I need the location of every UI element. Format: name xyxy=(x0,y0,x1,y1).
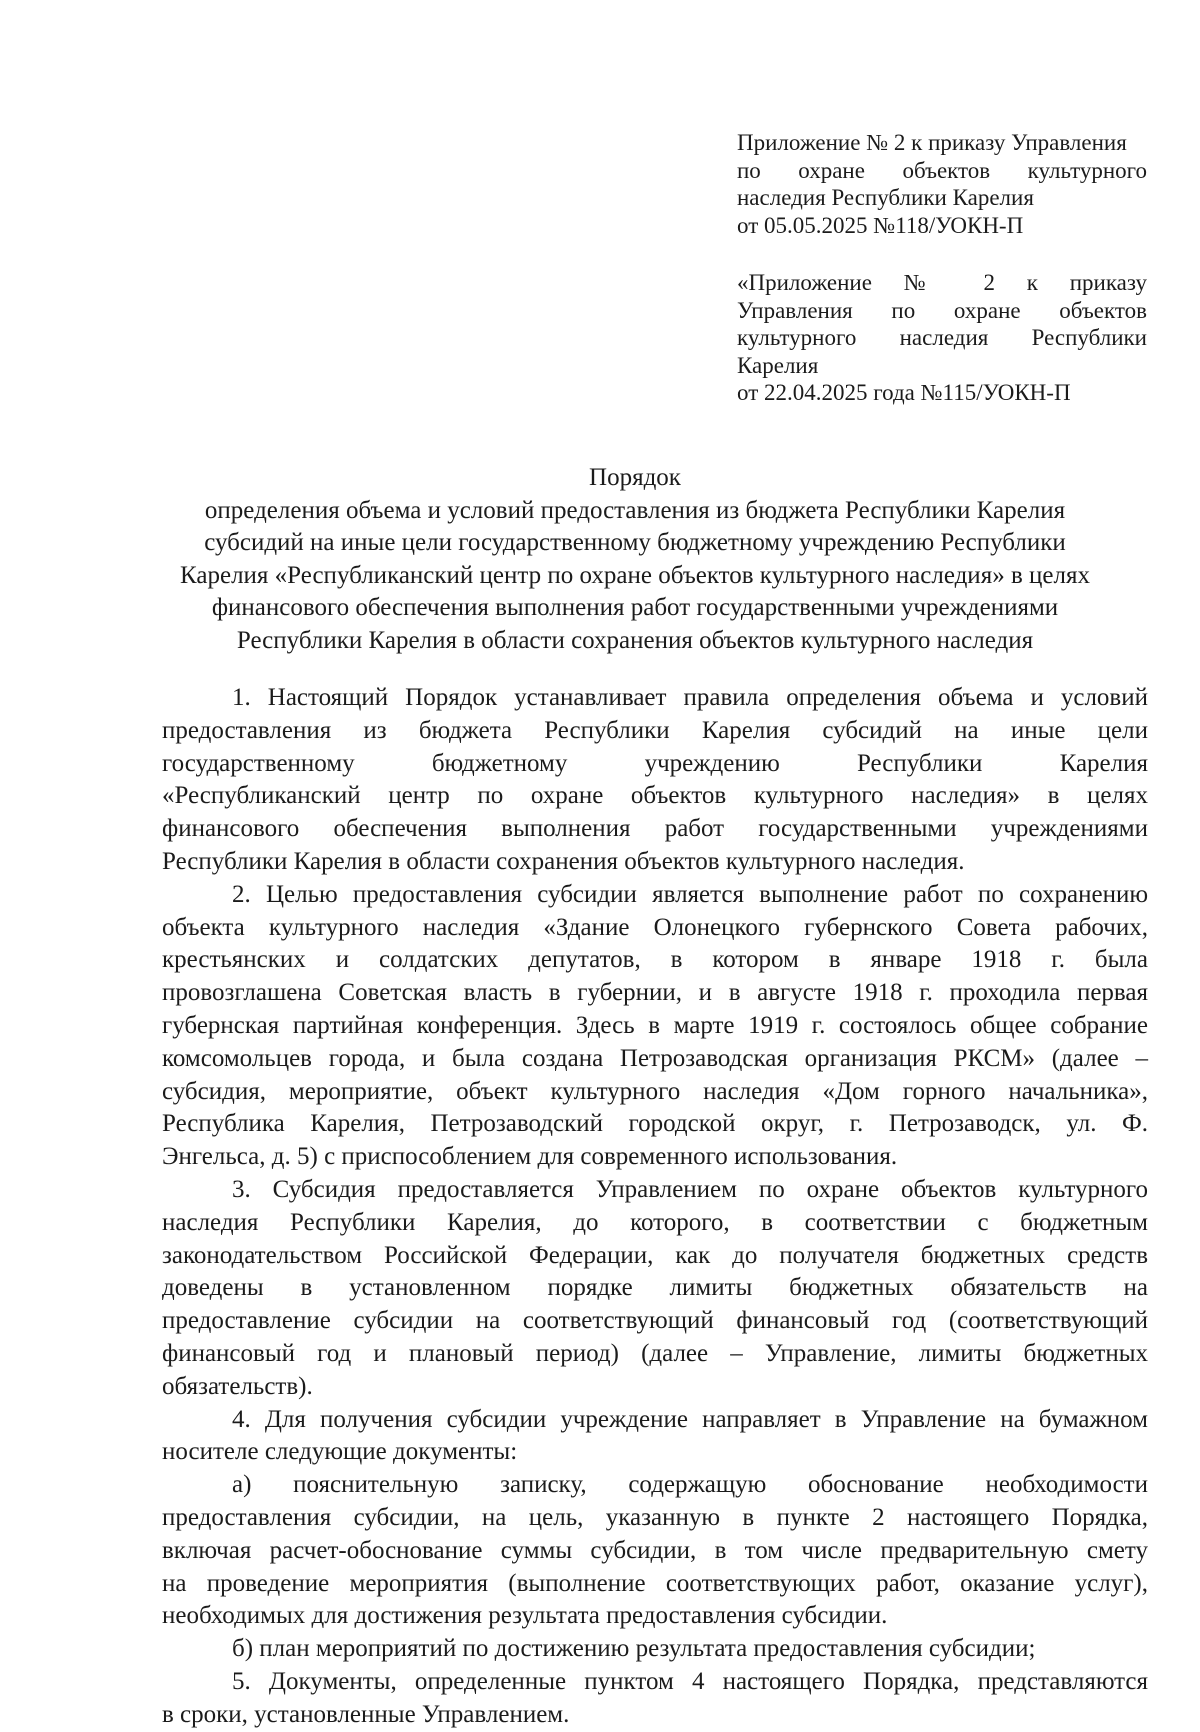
original-appendix-header-line: Управления по охране объектов xyxy=(737,297,1147,323)
title-line: Республики Карелия в области сохранения объектов культурного наследия xyxy=(236,626,1034,654)
original-appendix-header-line: культурного наследия Республики xyxy=(737,325,1147,350)
subitem-b-line: б) план мероприятий по достижению результата предоставления субсидии; xyxy=(232,1635,1036,1663)
subitem-a-line: необходимых для достижения результата предоставления субсидии. xyxy=(162,1602,888,1630)
paragraph-1-line: «Республиканский центр по охране объектов культурного наследия» в целях xyxy=(162,782,1148,810)
paragraph-5-line: в сроки, установленные Управлением. xyxy=(162,1700,570,1728)
paragraph-3-line: законодательством Российской Федерации, как до получателя бюджетных средств xyxy=(162,1241,1148,1269)
original-appendix-header xyxy=(737,269,1147,407)
title-heading: Порядок xyxy=(589,464,681,491)
paragraph-2-line: Энгельса, д. 5) с приспособлением для современного использования. xyxy=(162,1143,898,1171)
paragraph-3-line: доведены в установленном порядке лимиты бюджетных обязательств на xyxy=(162,1274,1148,1302)
paragraph-4-line: носителе следующие документы: xyxy=(162,1438,518,1466)
paragraph-2-line: провозглашена Советская власть в губернии, и в августе 1918 г. проходила первая xyxy=(162,979,1148,1007)
original-appendix-header-line: Карелия xyxy=(737,352,819,378)
original-appendix-header-line: от 22.04.2025 года №115/УОКН-П xyxy=(737,380,1071,405)
paragraph-3-line: финансовый год и плановый период) (далее – Управление, лимиты бюджетных xyxy=(162,1339,1148,1367)
paragraph-2-line: субсидия, мероприятие, объект культурного наследия «Дом горного начальника», xyxy=(162,1077,1148,1105)
subitem-a-line: предоставления субсидии, на цель, указанную в пункте 2 настоящего Порядка, xyxy=(162,1503,1148,1531)
original-appendix-header-line: «Приложение № 2 к приказу xyxy=(737,270,1147,295)
document-body xyxy=(162,682,1148,1732)
paragraph-2-line: губернская партийная конференция. Здесь в марте 1919 г. состоялось общее собрание xyxy=(162,1011,1148,1039)
amendment-header-line: наследия Республики Карелия xyxy=(737,185,1034,210)
title-line: субсидий на иные цели государственному бюджетному учреждению Республики xyxy=(204,529,1066,557)
paragraph-2-line: комсомольцев города, и была создана Петрозаводская организация РКСМ» (далее – xyxy=(162,1044,1148,1072)
paragraph-3-line: 3. Субсидия предоставляется Управлением по охране объектов культурного xyxy=(232,1175,1148,1203)
paragraph-1-line: 1. Настоящий Порядок устанавливает правила определения объема и условий xyxy=(232,684,1148,711)
paragraph-1-line: государственному бюджетному учреждению Республики Карелия xyxy=(162,749,1148,777)
paragraph-2-line: Республика Карелия, Петрозаводский городской округ, г. Петрозаводск, ул. Ф. xyxy=(162,1110,1148,1138)
paragraph-2-line: крестьянских и солдатских депутатов, в котором в январе 1918 г. была xyxy=(162,946,1148,974)
subitem-a-line: включая расчет-обоснование суммы субсидии, в том числе предварительную смету xyxy=(162,1536,1148,1564)
paragraph-5-line: 5. Документы, определенные пунктом 4 настоящего Порядка, представляются xyxy=(232,1667,1148,1695)
document-title xyxy=(140,462,1130,658)
title-line: Карелия «Республиканский центр по охране объектов культурного наследия» в целях xyxy=(180,561,1090,589)
paragraph-3-line: обязательств). xyxy=(162,1372,313,1400)
amendment-header-line: Приложение № 2 к приказу Управления xyxy=(737,130,1127,155)
paragraph-1-line: финансового обеспечения выполнения работ государственными учреждениями xyxy=(162,815,1148,843)
paragraph-3-line: наследия Республики Карелия, до которого, в соответствии с бюджетным xyxy=(162,1208,1148,1236)
subitem-a-line: а) пояснительную записку, содержащую обоснование необходимости xyxy=(232,1471,1148,1499)
amendment-header xyxy=(737,129,1147,239)
paragraph-3-line: предоставление субсидии на соответствующий финансовый год (соответствующий xyxy=(162,1307,1148,1335)
amendment-header-line: по охране объектов культурного xyxy=(737,157,1147,183)
paragraph-2-line: объекта культурного наследия «Здание Олонецкого губернского Совета рабочих, xyxy=(162,913,1148,941)
paragraph-1-line: Республики Карелия в области сохранения объектов культурного наследия. xyxy=(162,847,965,875)
amendment-header-line: от 05.05.2025 №118/УОКН-П xyxy=(737,212,1024,238)
title-line: определения объема и условий предоставления из бюджета Республики Карелия xyxy=(204,496,1066,524)
paragraph-4-line: 4. Для получения субсидии учреждение направляет в Управление на бумажном xyxy=(232,1405,1148,1433)
paragraph-1-line: предоставления из бюджета Республики Карелия субсидий на иные цели xyxy=(162,716,1148,744)
subitem-a-line: на проведение мероприятия (выполнение соответствующих работ, оказание услуг), xyxy=(162,1569,1148,1597)
paragraph-2-line: 2. Целью предоставления субсидии является выполнение работ по сохранению xyxy=(232,880,1148,908)
title-line: финансового обеспечения выполнения работ государственными учреждениями xyxy=(211,594,1059,622)
